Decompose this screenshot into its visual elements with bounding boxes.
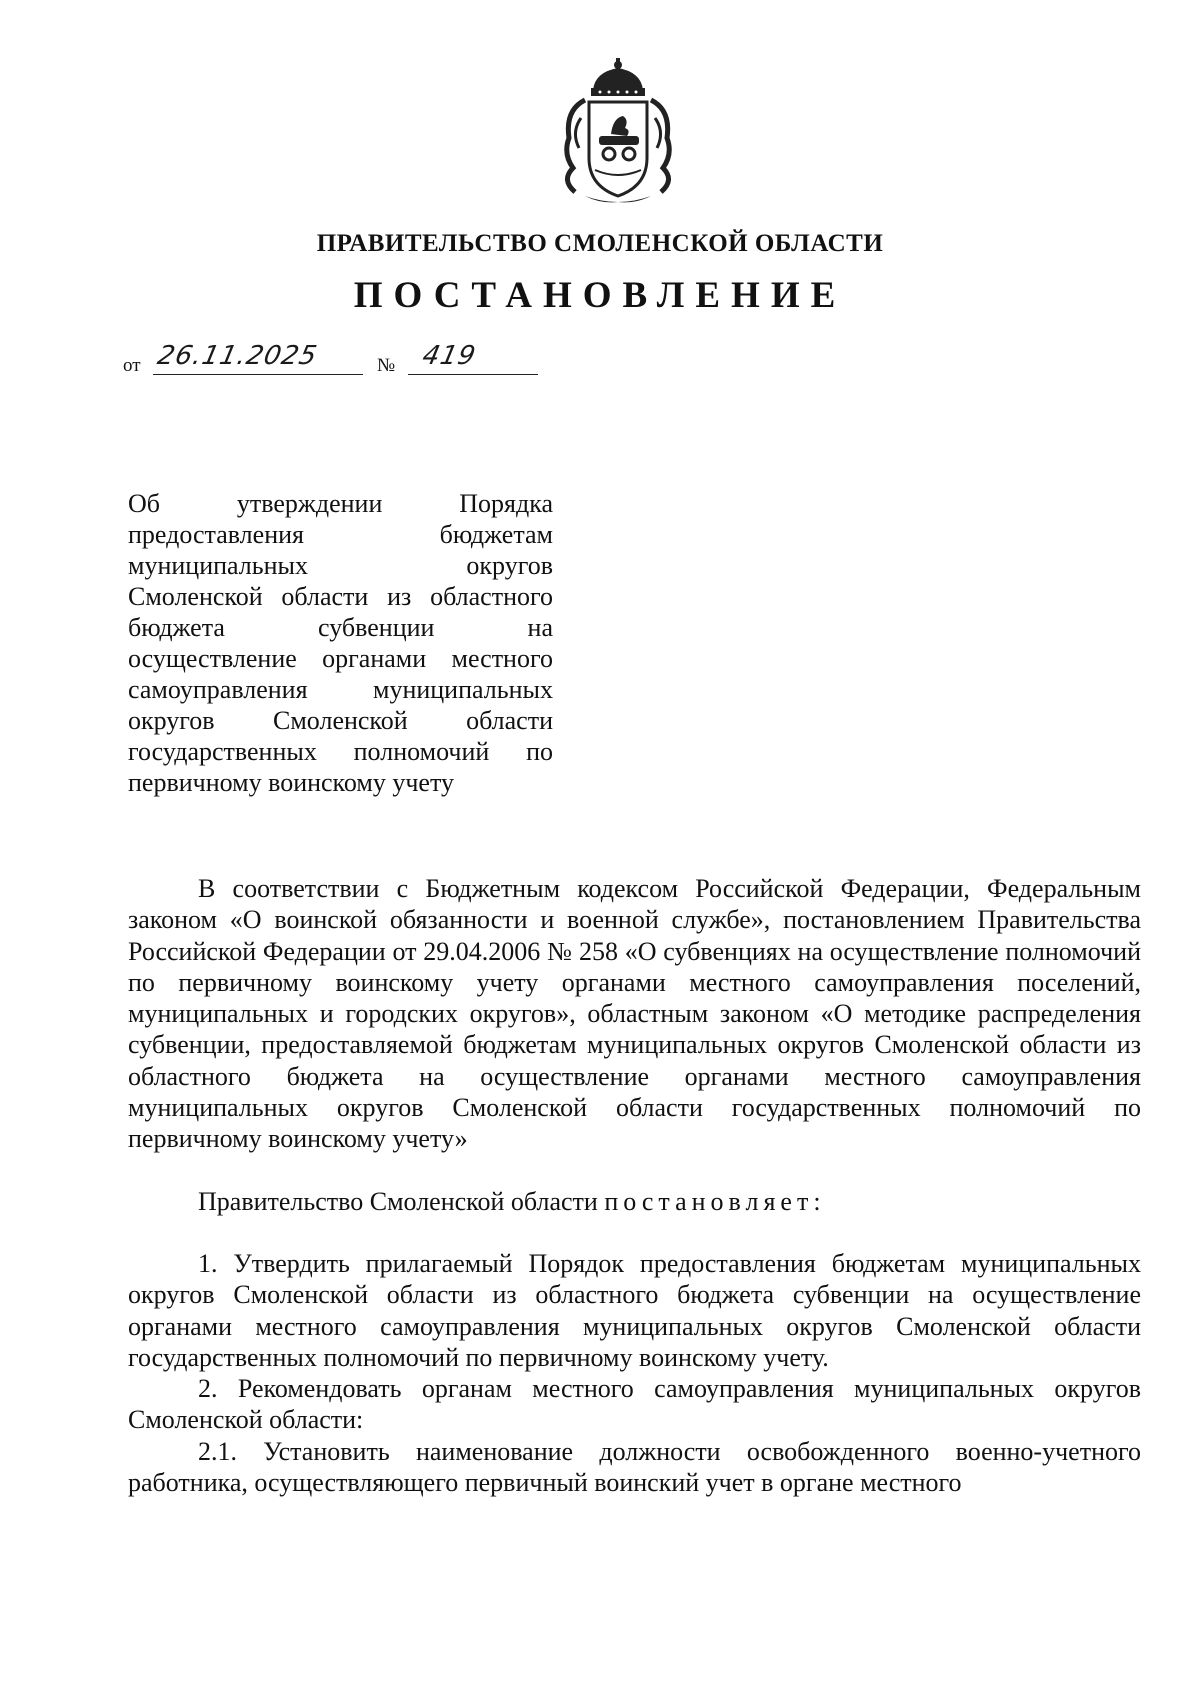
subject-line: государственных полномочий по — [128, 737, 553, 766]
document-subject — [128, 488, 553, 798]
decree-paragraph — [128, 1186, 1141, 1217]
handwritten-number: 419 — [419, 341, 479, 371]
date-prefix: от — [123, 355, 141, 376]
legal-basis-paragraph: В соответствии с Бюджетным кодексом Российской Федерации, Федеральным законом «О воинской обязанности и военной службе», постановлением Правительства Российской Федерации от 29.04.2006 № 258 «О субвенциях на осуществление полномочий по первичному воинскому учету органами местного самоуправления поселений, муниципальных и городских округов», областным законом «О методике распределения субвенции, предоставляемой бюджетам муниципальных округов Смоленской области из областного бюджета на осуществление органами местного самоуправления муниципальных округов Смоленской области государственных полномочий по первичному воинскому учету» — [128, 874, 1141, 1154]
date-number-line — [123, 337, 543, 377]
subject-line: округов Смоленской области — [128, 706, 553, 735]
subject-line: предоставления бюджетам — [128, 520, 553, 549]
issuing-authority: ПРАВИТЕЛЬСТВО СМОЛЕНСКОЙ ОБЛАСТИ — [316, 230, 884, 257]
number-underline — [408, 374, 538, 375]
decree-subject: Правительство Смоленской области — [198, 1186, 598, 1216]
subject-line: самоуправления муниципальных — [128, 675, 553, 704]
item-1-paragraph: 1. Утвердить прилагаемый Порядок предоставления бюджетам муниципальных округов Смоленской области из областного бюджета субвенции на осуществление органами местного самоуправления муниципальных округов Смоленской области государственных полномочий по первичному воинскому учету. — [128, 1248, 1141, 1372]
item-2-paragraph: 2. Рекомендовать органам местного самоуправления муниципальных округов Смоленской области: — [128, 1374, 1141, 1435]
subject-line: бюджета субвенции на — [128, 613, 553, 642]
document-body — [128, 873, 1141, 1498]
smolensk-coat-of-arms-icon — [555, 58, 681, 208]
document-type: ПОСТАНОВЛЕНИЕ — [353, 275, 847, 316]
decree-verb: постановляет: — [604, 1186, 826, 1216]
date-underline — [153, 374, 363, 375]
handwritten-date: 26.11.2025 — [154, 341, 321, 371]
subject-line: муниципальных округов — [128, 551, 553, 580]
subject-line: Об утверждении Порядка — [128, 489, 553, 518]
subject-line: осуществление органами местного — [128, 644, 553, 673]
number-prefix: № — [377, 355, 396, 376]
subject-line: первичному воинскому учету — [128, 768, 454, 797]
subject-line: Смоленской области из областного — [128, 582, 553, 611]
item-2-1-paragraph: 2.1. Установить наименование должности освобожденного военно-учетного работника, осуществляющего первичный воинский учет в органе местного — [128, 1436, 1141, 1498]
